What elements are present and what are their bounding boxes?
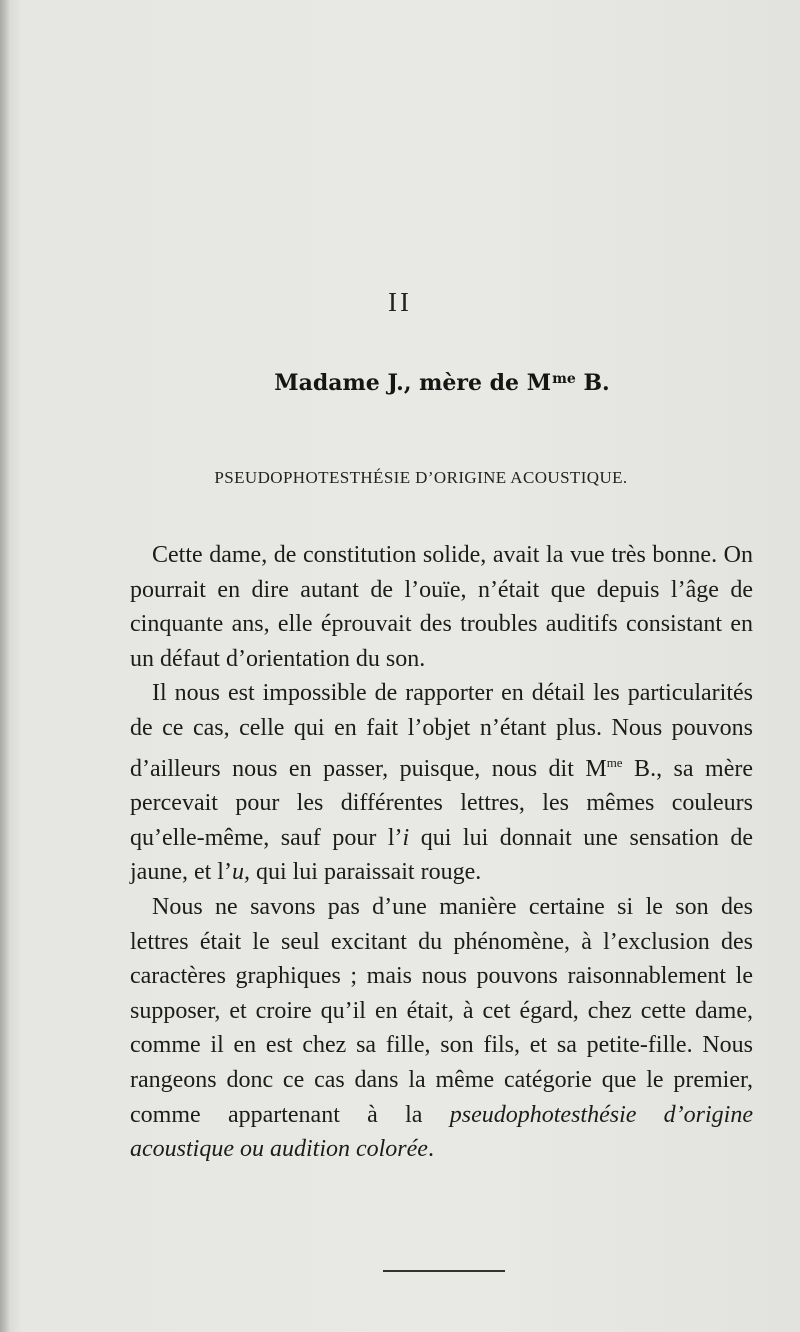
- paragraph-2-letter-u: u,: [231, 859, 250, 886]
- end-divider-rule: [383, 1270, 505, 1272]
- paragraph-3-end: .: [427, 1136, 434, 1163]
- paragraph-2-part-c: qui lui donnait une sensation de jaune, et l’: [130, 824, 754, 886]
- section-subtitle: PSEUDOPHOTESTHÉSIE D’ORIGINE ACOUSTIQUE.: [214, 468, 628, 487]
- paragraph-2-letter-i: i: [402, 824, 410, 851]
- section-title-end: B.: [575, 370, 610, 396]
- paragraph-2-part-b: B., sa mère percevait pour les différentes lettres, les mêmes couleurs qu’elle-même, sauf pour l’: [130, 755, 753, 851]
- body-text: [130, 538, 753, 1167]
- section-title: [0, 370, 800, 396]
- paragraph-2: [130, 676, 753, 890]
- paragraph-2-part-a: Il nous est impossible de rapporter en détail les particularités de ce cas, celle qui en fait l’objet n’étant plus. Nous pouvons d’ailleurs nous en passer, puisque, nous dit M: [130, 680, 753, 782]
- paragraph-1: Cette dame, de constitution solide, avait la vue très bonne. On pourrait en dire autant de l’ouïe, n’était que depuis l’âge de cinquante ans, elle éprouvait des troubles auditifs consistant en un défaut d’orientation du son.: [130, 542, 753, 672]
- page-gutter-shadow: [0, 0, 10, 1332]
- section-title-superscript: me: [552, 371, 576, 387]
- paragraph-2-superscript: me: [606, 754, 623, 770]
- paragraph-3: [130, 890, 753, 1167]
- section-title-main: Madame J., mère de M: [274, 370, 552, 396]
- paragraph-2-part-d: qui lui paraissait rouge.: [249, 859, 482, 886]
- chapter-number: II: [388, 287, 412, 317]
- paragraph-3-italic-term: pseudophotesthésie d’origine acoustique ou audition colorée: [130, 1101, 753, 1163]
- paragraph-3-part-a: Nous ne savons pas d’une manière certaine si le son des lettres était le seul excitant du phénomène, à l’exclusion des caractères graphiques ; mais nous pouvons raisonnablement le supposer, et croire qu’il en était, à cet égard, chez cette dame, comme il en est chez sa fille, son fils, et sa petite-fille. Nous rangeons donc ce cas dans la même catégorie que le premier, comme appartenant à la: [130, 893, 753, 1128]
